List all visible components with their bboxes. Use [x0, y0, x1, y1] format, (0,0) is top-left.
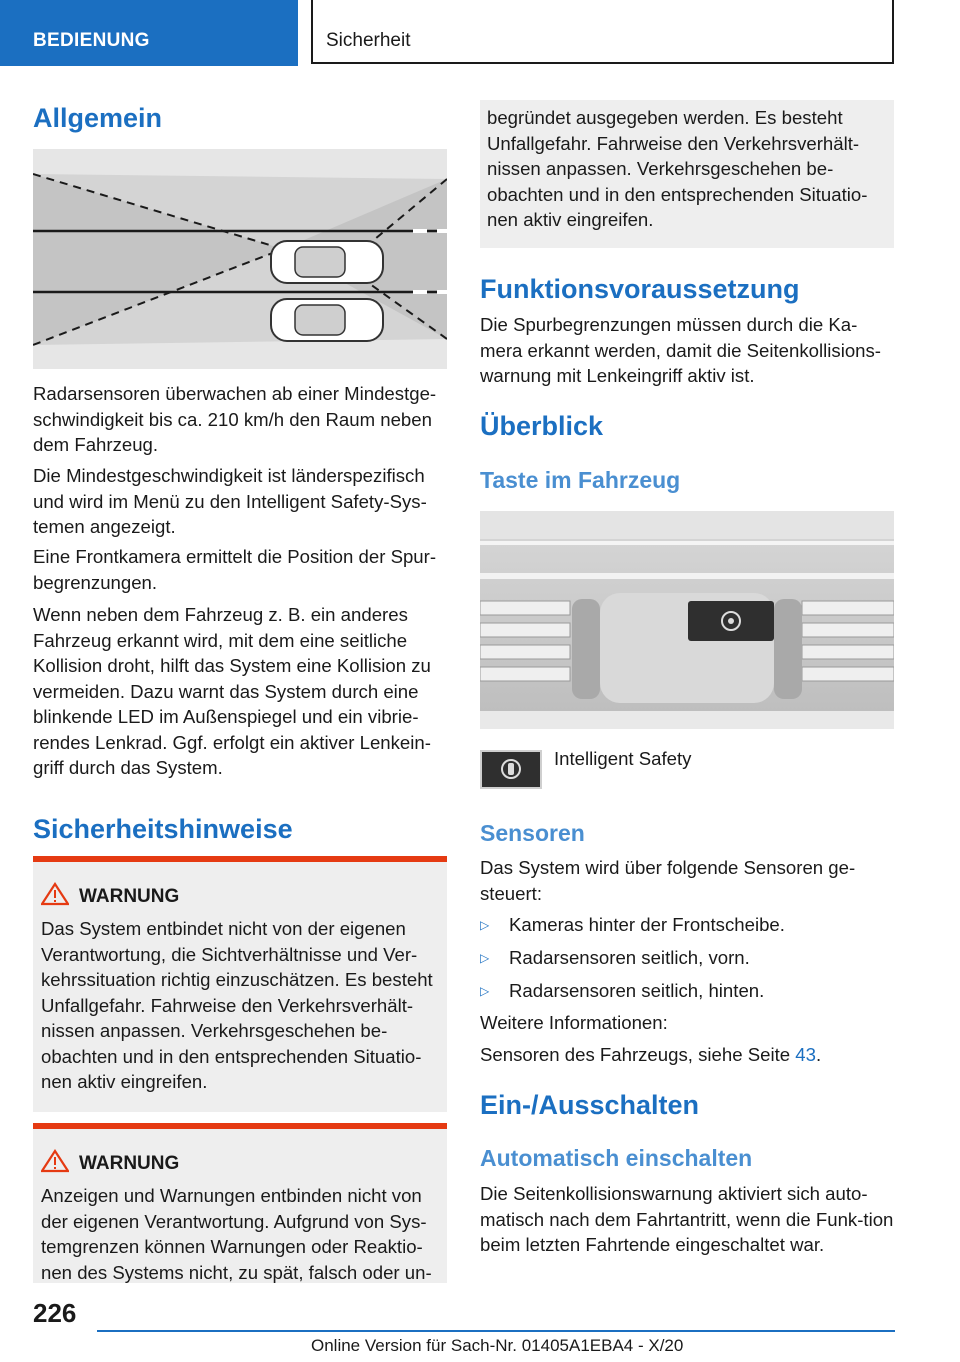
radar-zone-diagram: [33, 149, 447, 369]
paragraph-function: Die Spurbegrenzungen müssen durch die Ka-mera erkannt werden, damit die Seitenkollisions-warnung mit Lenkeingriff aktiv ist.: [480, 314, 881, 386]
warning-box-1: [33, 856, 447, 1112]
warning-title: WARNUNG: [79, 1153, 180, 1174]
warning-triangle-icon: [41, 882, 69, 911]
warning-text: Das System entbindet nicht von der eigenen Verantwortung, die Sichtverhältnisse und Ver-kehrssituation richtig einzuschätzen. Es besteht Unfallgefahr. Fahrweise den Verkehrsverhält-nissen anpassen. Verkehrsgeschehen be-obachten und in den entsprechenden Situatio-nen aktiv eingreifen.: [41, 918, 433, 1092]
paragraph-radar: Radarsensoren überwachen ab einer Mindestge-schwindigkeit bis ca. 210 km/h den Raum neben dem Fahrzeug.: [33, 383, 437, 455]
chapter-header: [311, 0, 894, 64]
intelligent-safety-key[interactable]: [480, 750, 542, 789]
warning-continuation-text: begründet ausgegeben werden. Es besteht Unfallgefahr. Fahrweise den Verkehrsverhält-nissen anpassen. Verkehrsgeschehen be-obachten und in den entsprechenden Situatio-nen aktiv eingreifen.: [487, 107, 868, 230]
paragraph-sensors: Das System wird über folgende Sensoren ge-steuert:: [480, 857, 856, 904]
chapter-label: Sicherheit: [326, 30, 411, 51]
paragraph-auto: Die Seitenkollisionswarnung aktiviert sich auto-matisch nach dem Fahrtantritt, wenn die Funk-tion beim letzten Fahrtende eingeschaltet war.: [480, 1183, 894, 1255]
warning-continuation: [480, 100, 894, 248]
footer-version: Online Version für Sach-Nr. 01405A1EBA4 - X/20: [311, 1336, 684, 1355]
warning-title: WARNUNG: [79, 886, 180, 907]
heading-automatisch: Automatisch einschalten: [480, 1145, 753, 1171]
heading-funktionsvoraussetzung: Funktionsvoraussetzung: [480, 274, 800, 304]
more-info-label: Weitere Informationen:: [480, 1012, 668, 1033]
warning-triangle-icon: [41, 1149, 69, 1178]
heading-taste: Taste im Fahrzeug: [480, 467, 681, 493]
triangle-bullet-icon: ▷: [480, 918, 490, 932]
triangle-bullet-icon: ▷: [480, 984, 490, 998]
dashboard-button-illustration: [480, 511, 894, 729]
lane-illustration: [33, 149, 447, 369]
vehicle-adjacent: [271, 299, 383, 341]
paragraph-collision: Wenn neben dem Fahrzeug z. B. ein anderes Fahrzeug erkannt wird, mit dem eine seitliche Kollision droht, hilft das System eine Kollision zu vermeiden. Dazu warnt das System durch eine blinkende LED im Außenspiegel und ein vibrie-rendes Lenkrad. Ggf. erfolgt ein aktiver Lenkein-griff durch das System.: [33, 604, 431, 778]
page-link[interactable]: 43: [795, 1044, 816, 1065]
footer-rule: [97, 1330, 895, 1332]
paragraph-min-speed: Die Mindestgeschwindigkeit ist länderspezifisch und wird im Menü zu den Intelligent Safety-Sys-temen angezeigt.: [33, 465, 427, 537]
triangle-bullet-icon: ▷: [480, 951, 490, 965]
warning-box-2: [33, 1123, 447, 1283]
reference-line: Sensoren des Fahrzeugs, siehe Seite 43.: [480, 1044, 822, 1065]
heading-ein-ausschalten: Ein-/Ausschalten: [480, 1090, 700, 1120]
vehicle-own: [271, 241, 383, 283]
heading-sensoren: Sensoren: [480, 820, 585, 846]
page-number: 226: [33, 1298, 77, 1328]
heading-ueberblick: Überblick: [480, 411, 604, 441]
heading-sicherheitshinweise: Sicherheitshinweise: [33, 814, 293, 844]
warning-text: Anzeigen und Warnungen entbinden nicht von der eigenen Verantwortung. Aufgrund von Sys-temgrenzen können Warnungen oder Reaktio-nen des Systems nicht, zu spät, falsch oder un-: [41, 1185, 432, 1283]
intelligent-safety-icon: [482, 752, 540, 787]
paragraph-camera: Eine Frontkamera ermittelt die Position der Spur-begrenzungen.: [33, 546, 437, 593]
button-caption: Intelligent Safety: [554, 748, 692, 769]
dashboard-photo: [480, 511, 894, 729]
section-label: BEDIENUNG: [33, 30, 150, 51]
section-tab: [0, 0, 298, 66]
heading-allgemein: Allgemein: [33, 103, 163, 133]
